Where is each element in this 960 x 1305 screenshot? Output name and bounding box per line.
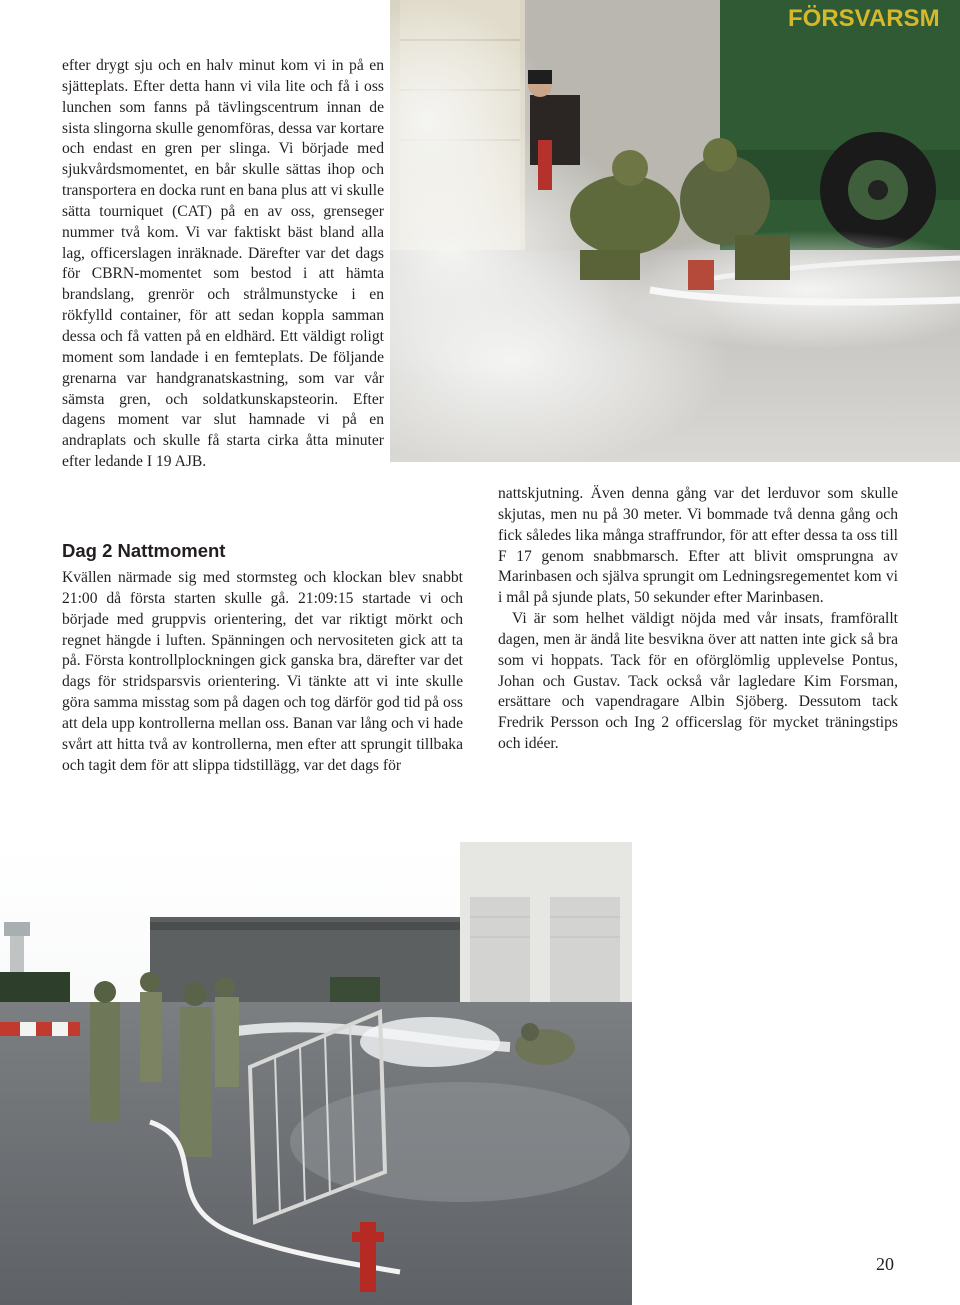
article-paragraph: nattskjutning. Även denna gång var det lerduvor som skulle skjutas, men nu på 30 meter. Vi bommade två denna gång och fick således lika många straffrundor, för att efter dessa ta oss till F 17 genom snabbmarsch. Efter att blivit omsprungna av Marinbasen och själva sprungit om Ledningsregementet kom vi i mål på sjunde plats, 50 sekunder efter Marinbasen.: [498, 485, 898, 607]
article-paragraph: efter drygt sju och en halv minut kom vi in på en sjätteplats. Efter detta hann vi vila lite och få i oss lunchen som fanns på tävlingscentrum innan de sista slingorna skulle genomföras, dessa var kortare och endast en gren per slinga. Vi började med sjukvårdsmomentet, en bår skulle sättas ihop och transportera en docka runt en bana plus att vi skulle sätta tourniquet (CAT) på en av oss, grenseger nummer två kom. Vi var faktiskt bäst bland alla lag, officerslagen inräknade. Därefter var det dags för CBRN-momentet som bestod i att hämta brandslang, grenrör och strålmunstycke i en rökfylld container, för att sedan koppla samman dessa och få vatten på en eldhärd. Ett väldigt roligt moment som landade i en femteplats. De följande grenarna var handgranatskastning, som var vår sämsta gren, och soldatkunskapsteorin. Efter dagens moment var slut hamnade vi på en andraplats och skulle få starta cirka åtta minuter efter ledande I 19 AJB.: [62, 57, 384, 471]
page-number: 20: [876, 1254, 894, 1274]
cbrn-exercise-photo: [390, 0, 960, 462]
article-paragraph: Kvällen närmade sig med stormsteg och klockan blev snabbt 21:00 då första starten skulle gå. 21:09:15 startade vi och började med gruppvis orientering, det var riktigt mörkt och regnet hängde i luften. Spänningen och nervositeten gick att ta på. Första kontrollplockningen gick ganska bra, därefter var det dags för stridsparsvis orientering. Vi tänkte att vi inte skulle göra samma misstag som på dagen och tog därför god tid på oss att dela upp kontrollerna mellan oss. Banan var lång och vi hade svårt att hitta två av kontrollerna, men efter att sprungit tillbaka och tagit dem för att slippa tidstillägg, var det dags för: [62, 569, 463, 774]
article-column-left-bottom: [62, 568, 463, 776]
article-column-left-top: [62, 56, 384, 473]
section-heading: Dag 2 Nattmoment: [62, 540, 226, 561]
truck-lettering: FÖRSVARSM: [788, 5, 940, 32]
firefighting-exercise-photo: [0, 842, 632, 1305]
article-paragraph: Vi är som helhet väldigt nöjda med vår insats, framförallt dagen, men är ändå lite besvikna över att natten inte gick så bra som vi hoppats. Tack för en oförglömlig upplevelse Pontus, Johan och Gustav. Tack också vår lagledare Kim Forsman, ersättare och vapendragare Albin Sjöberg. Dessutom tack Fredrik Persson och Ing 2 officerslag för mycket träningstips och idéer.: [498, 610, 898, 753]
article-column-right: [498, 484, 898, 755]
